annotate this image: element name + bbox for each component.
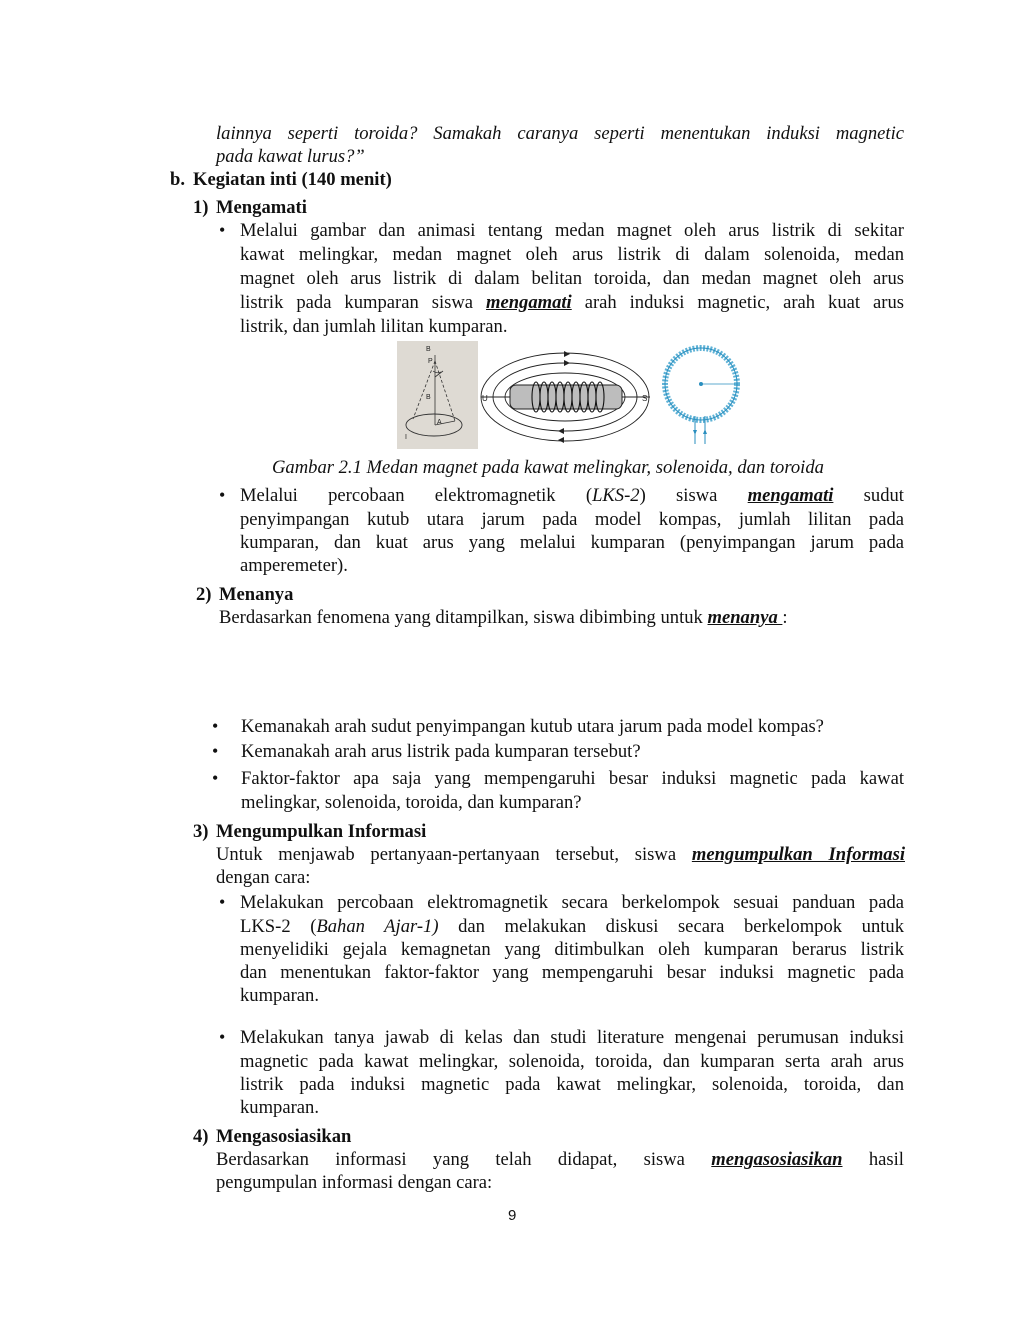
bahan-ajar-reference: Bahan Ajar-1) — [316, 916, 439, 937]
page-number: 9 — [508, 1207, 517, 1224]
keyword-mengasosiasikan: mengasosiasikan — [711, 1149, 843, 1170]
text-span: Melalui percobaan elektromagnetik ( — [240, 485, 593, 506]
step4-line2: pengumpulan informasi dengan cara: — [216, 1172, 493, 1193]
svg-text:I: I — [405, 434, 407, 441]
step4-title: Mengasosiasikan — [216, 1126, 352, 1147]
step3-bullet1-line5: kumparan. — [240, 985, 319, 1006]
text-span: Berdasarkan informasi yang telah didapat, siswa — [216, 1149, 712, 1170]
bullet-icon: • — [212, 716, 219, 736]
step1-number: 1) — [193, 197, 209, 218]
step3-title: Mengumpulkan Informasi — [216, 821, 427, 842]
step1-bullet1-line1: Melalui gambar dan animasi tentang medan magnet oleh arus listrik di sekitar — [240, 220, 904, 241]
step4-number: 4) — [193, 1126, 209, 1147]
question-1: Kemanakah arah sudut penyimpangan kutub utara jarum pada model kompas? — [241, 716, 824, 737]
keyword-mengamati: mengamati — [747, 485, 834, 506]
step3-intro-line2: dengan cara: — [216, 867, 311, 888]
bullet-icon: • — [219, 892, 226, 912]
question-3-line2: melingkar, solenoida, toroida, dan kumparan? — [241, 792, 582, 813]
bullet-icon: • — [219, 485, 226, 505]
text-span: Untuk menjawab pertanyaan-pertanyaan tersebut, siswa — [216, 844, 692, 865]
step3-bullet1-line3: menyelidiki gejala kemagnetan yang ditimbulkan oleh kumparan berarus listrik — [240, 939, 904, 960]
step3-bullet2-line1: Melakukan tanya jawab di kelas dan studi literature mengenai perumusan induksi — [240, 1027, 904, 1048]
bullet-icon: • — [212, 741, 219, 761]
step2-number: 2) — [196, 584, 212, 605]
step1-title: Mengamati — [216, 197, 307, 218]
figure-caption: Gambar 2.1 Medan magnet pada kawat melingkar, solenoida, dan toroida — [272, 457, 824, 478]
bullet-icon: • — [212, 768, 219, 788]
question-2: Kemanakah arah arus listrik pada kumparan tersebut? — [241, 741, 641, 762]
step3-bullet2-line4: kumparan. — [240, 1097, 319, 1118]
step1-bullet2-line4: amperemeter). — [240, 555, 348, 576]
step3-intro-line1 — [216, 843, 905, 866]
step4-line1 — [216, 1148, 904, 1171]
intro-line-2: pada kawat lurus?” — [216, 146, 365, 167]
step1-bullet1-line2: kawat melingkar, medan magnet oleh arus listrik di dalam solenoida, medan — [240, 244, 904, 265]
step1-bullet1-line3: magnet oleh arus listrik di dalam belitan toroida, dan medan magnet oleh arus — [240, 268, 904, 289]
step1-bullet2-line3: kumparan, dan kuat arus yang melalui kumparan (penyimpangan jarum pada — [240, 532, 904, 553]
step3-bullet1-line4: dan menentukan faktor-faktor yang mempengaruhi besar induksi magnetic pada — [240, 962, 904, 983]
circular-loop-figure — [397, 341, 478, 449]
step1-bullet2-line2: penyimpangan kutub utara jarum pada model kompas, jumlah lilitan pada — [240, 509, 904, 530]
svg-text:B: B — [426, 394, 431, 401]
text-span: Berdasarkan fenomena yang ditampilkan, siswa dibimbing untuk — [219, 607, 708, 628]
step1-bullet1-line4 — [240, 291, 904, 314]
question-3-line1: Faktor-faktor apa saja yang mempengaruhi besar induksi magnetic pada kawat — [241, 768, 904, 789]
lks-reference: LKS-2 — [592, 485, 640, 506]
intro-line-1: lainnya seperti toroida? Samakah caranya seperti menentukan induksi magnetic — [216, 123, 904, 144]
svg-text:A: A — [437, 419, 442, 426]
text-span: dan melakukan diskusi secara berkelompok untuk — [438, 916, 904, 937]
step1-bullet2-line1 — [240, 484, 904, 507]
svg-text:S: S — [642, 394, 648, 403]
step3-bullet2-line3: listrik pada induksi magnetic pada kawat melingkar, solenoida, toroida, dan — [240, 1074, 904, 1095]
keyword-menanya: menanya — [707, 607, 783, 628]
text-span: ) siswa — [639, 485, 748, 506]
svg-text:P: P — [428, 358, 433, 365]
step1-bullet1-line5: listrik, dan jumlah lilitan kumparan. — [240, 316, 508, 337]
text-span: arah induksi magnetic, arah kuat arus — [571, 292, 905, 313]
text-span: hasil — [842, 1149, 904, 1170]
text-span: : — [782, 607, 788, 628]
step2-intro — [219, 606, 788, 629]
step3-number: 3) — [193, 821, 209, 842]
step3-bullet1-line1: Melakukan percobaan elektromagnetik secara berkelompok sesuai panduan pada — [240, 892, 904, 913]
step2-title: Menanya — [219, 584, 294, 605]
step3-bullet1-line2 — [240, 915, 904, 938]
toroid-figure — [655, 344, 750, 444]
bullet-icon: • — [219, 1027, 226, 1047]
text-span: listrik pada kumparan siswa — [240, 292, 486, 313]
svg-text:B: B — [426, 346, 431, 353]
svg-text:U: U — [482, 394, 488, 403]
step3-bullet2-line2: magnetic pada kawat melingkar, solenoida, toroida, dan kumparan serta arah arus — [240, 1051, 904, 1072]
bullet-icon: • — [219, 220, 226, 240]
text-span: sudut — [833, 485, 904, 506]
section-b-marker: b. — [170, 169, 185, 190]
text-span: LKS-2 ( — [240, 916, 317, 937]
keyword-mengumpulkan-informasi: mengumpulkan Informasi — [691, 844, 905, 865]
keyword-mengamati: mengamati — [485, 292, 572, 313]
solenoid-figure — [478, 347, 653, 447]
section-b-title: Kegiatan inti (140 menit) — [193, 169, 392, 190]
